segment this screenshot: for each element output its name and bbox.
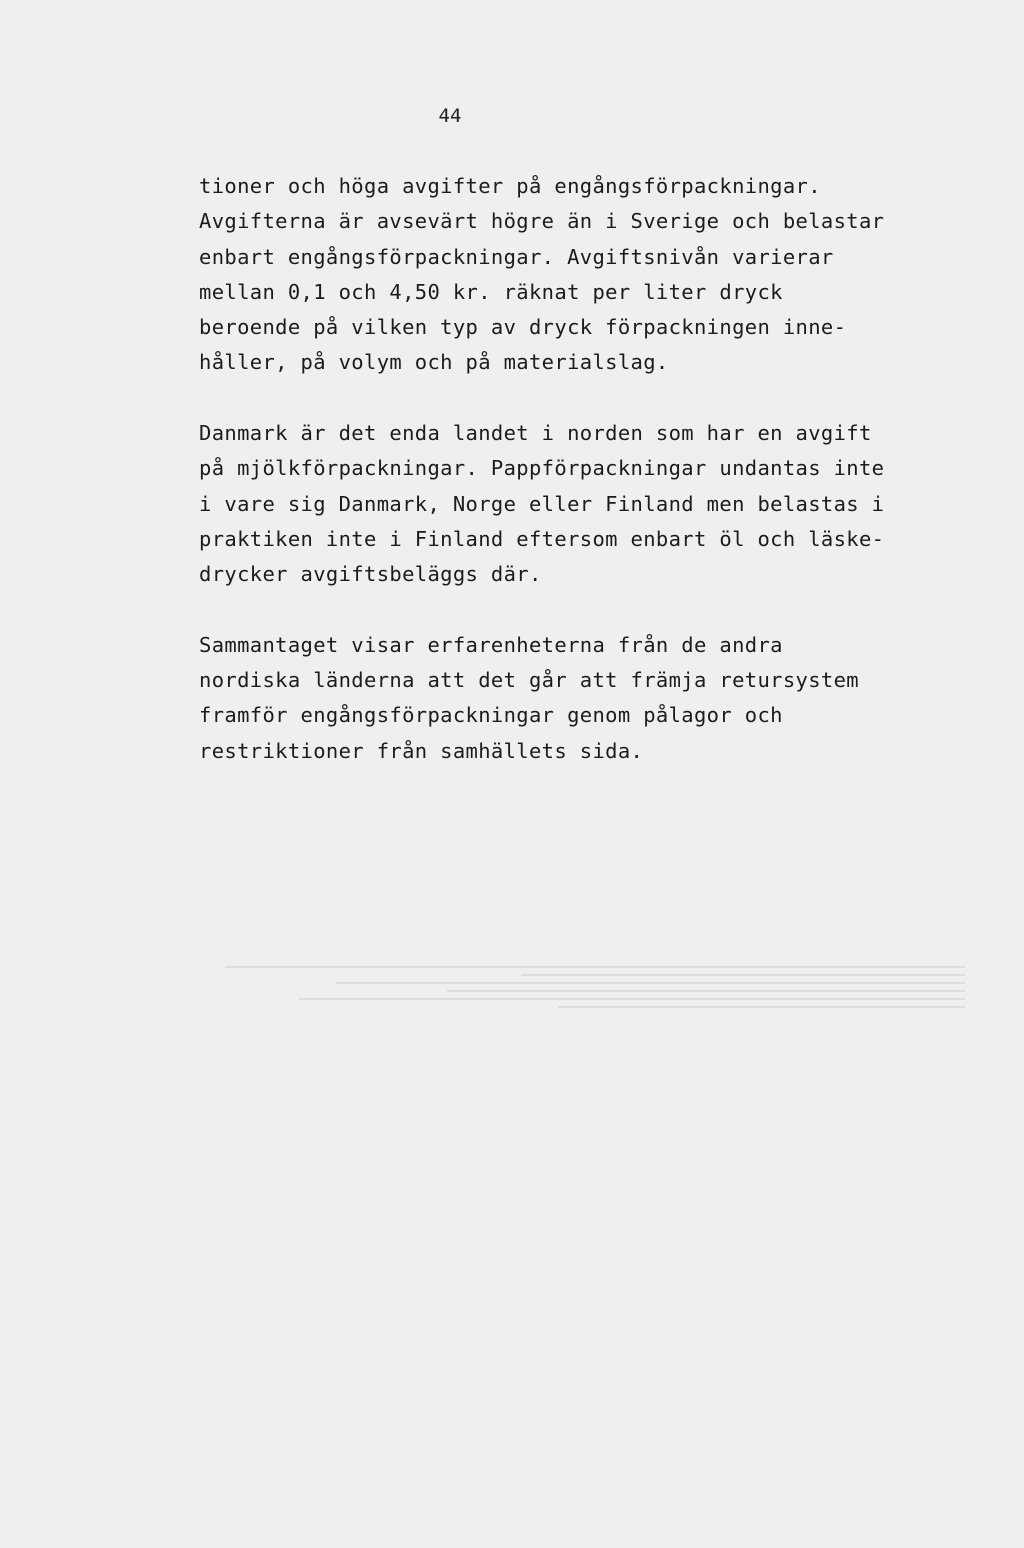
paragraph-2 xyxy=(199,416,999,592)
text-line: mellan 0,1 och 4,50 kr. räknat per liter dryck xyxy=(199,279,783,304)
text-line: Danmark är det enda landet i norden som har en avgift xyxy=(199,421,872,446)
text-line: nordiska länderna att det går att främja retursystem xyxy=(199,668,859,693)
text-line: drycker avgiftsbeläggs där. xyxy=(199,562,542,587)
text-line: Avgifterna är avsevärt högre än i Sverige och belastar xyxy=(199,209,885,234)
text-line: håller, på volym och på materialslag. xyxy=(199,350,669,375)
text-line: Sammantaget visar erfarenheterna från de andra xyxy=(199,632,783,657)
text-line: restriktioner från samhällets sida. xyxy=(199,738,644,763)
text-line: tioner och höga avgifter på engångsförpackningar. xyxy=(199,174,821,198)
page-number: 44 xyxy=(438,105,462,127)
text-line: beroende på vilken typ av dryck förpackningen inne- xyxy=(199,315,847,340)
paragraph-3 xyxy=(199,628,999,769)
bleed-through-decoration xyxy=(225,960,965,1450)
body-text xyxy=(199,169,999,804)
text-line: på mjölkförpackningar. Pappförpackningar undantas inte xyxy=(199,456,885,481)
paragraph-1 xyxy=(199,169,999,381)
text-line: enbart engångsförpackningar. Avgiftsnivån varierar xyxy=(199,244,834,269)
text-line: praktiken inte i Finland eftersom enbart öl och läske- xyxy=(199,526,885,551)
text-line: i vare sig Danmark, Norge eller Finland men belastas i xyxy=(199,491,885,516)
text-line: framför engångsförpackningar genom pålagor och xyxy=(199,703,783,728)
